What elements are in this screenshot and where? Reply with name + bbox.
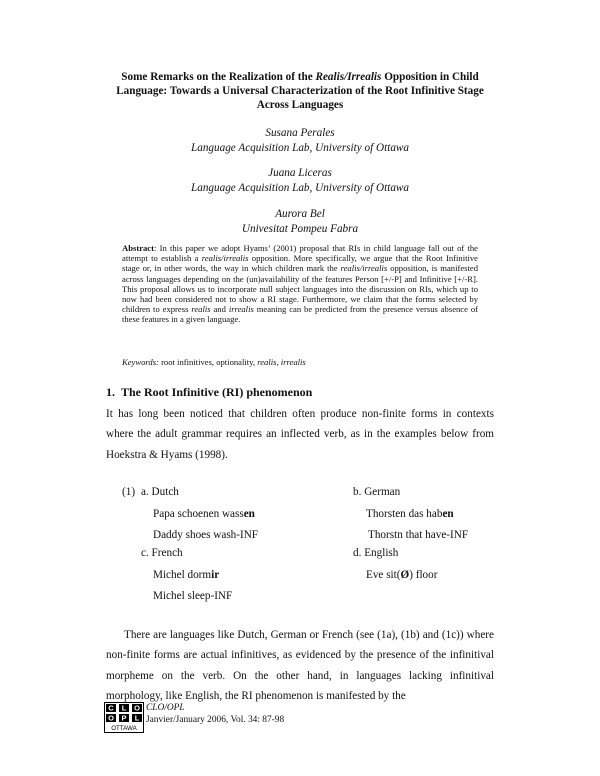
logo-letter: O: [134, 703, 140, 713]
example-number: (1): [122, 486, 136, 498]
example-morpheme: Ø: [400, 569, 410, 581]
abstract-text: and: [210, 304, 229, 315]
abstract-text: opposition, is manifested across languages depending on the (un)availability of the features Person [+/-P] and Infinitive [+/-R]. This proposal allows us to incorporate null subject languages into the discussion on RIs, which up to now had been considered not to show a RI stage. Furthermore, we claim that the forms selected by children to express: [122, 263, 478, 315]
author-block: [150, 166, 450, 196]
example-d-sentence: [366, 569, 437, 581]
example-morpheme: ir: [211, 569, 220, 581]
abstract-emphasis: irrealis: [228, 304, 254, 315]
abstract-emphasis: realis/irrealis: [201, 253, 249, 264]
keywords-separator: ,: [276, 357, 281, 367]
example-text: Thorsten das hab: [366, 508, 443, 520]
keywords-label: Keywords:: [122, 357, 159, 367]
journal-citation: Janvier/January 2006, Vol. 34: 87-98: [146, 715, 285, 725]
logo-letter: P: [121, 713, 127, 723]
logo-letter: C: [108, 703, 114, 713]
example-morpheme: en: [442, 508, 454, 520]
example-b-sentence: [366, 508, 454, 520]
keywords: [122, 357, 478, 367]
example-text: Papa schoenen wass: [153, 508, 244, 520]
keyword-emphasis: irrealis: [280, 357, 306, 367]
example-c-sentence: [153, 569, 219, 581]
author-block: [150, 126, 450, 156]
example-a-label: a. Dutch: [141, 486, 179, 498]
example-a-gloss: Daddy shoes wash-INF: [153, 529, 259, 541]
example-d-label: d. English: [353, 547, 399, 559]
section-heading: [106, 385, 312, 400]
example-c-label: c. French: [141, 547, 183, 559]
example-text: Eve sit(: [366, 569, 401, 581]
journal-name: CLO/OPL: [146, 703, 185, 713]
author-affiliation: Language Acquisition Lab, University of Ottawa: [191, 142, 409, 154]
author-name: Susana Perales: [265, 127, 335, 139]
logo-letter: L: [134, 713, 140, 723]
paragraph: It has long been noticed that children often produce non-finite forms in contexts where the adult grammar requires an inflected verb, as in the examples below from Hoekstra & Hyams (1998).: [106, 408, 494, 461]
title-emphasis: Realis/Irrealis: [315, 71, 382, 83]
author-affiliation: Univesitat Pompeu Fabra: [241, 223, 359, 235]
abstract-text: opposition. More specifically, we argue that the Root Infinitive stage or, in other words, the way in which children mark the: [122, 253, 478, 274]
clo-opl-logo-icon: [104, 702, 144, 733]
logo-letter: O: [108, 713, 114, 723]
author-name: Juana Liceras: [268, 167, 332, 179]
section-title-text: The Root Infinitive (RI) phenomenon: [121, 385, 313, 399]
abstract-text: meaning can be predicted from the presence versus absence of these features in a given language.: [122, 304, 478, 325]
author-name: Aurora Bel: [275, 208, 325, 220]
logo-caption: OTTAWA: [111, 725, 137, 732]
example-a-sentence: [153, 508, 255, 520]
example-c-gloss: Michel sleep-INF: [153, 590, 233, 602]
example-text: ) floor: [409, 569, 438, 581]
author-affiliation: Language Acquisition Lab, University of Ottawa: [191, 182, 409, 194]
keyword-emphasis: realis: [257, 357, 277, 367]
logo-letter: L: [121, 703, 127, 713]
paper-title: [110, 70, 490, 112]
title-part: Some Remarks on the Realization of the: [121, 71, 316, 83]
keywords-text: root infinitives, optionality,: [158, 357, 258, 367]
abstract-emphasis: realis: [191, 304, 211, 315]
example-morpheme: en: [243, 508, 255, 520]
section-number: 1.: [106, 385, 115, 399]
abstract-emphasis: realis/irrealis: [340, 263, 388, 274]
abstract-text: : In this paper we adopt Hyams’ (2001) proposal that RIs in child language fall out of the attempt to establish a: [122, 243, 478, 264]
example-b-gloss: Thorstn that have-INF: [368, 529, 469, 541]
paragraph: There are languages like Dutch, German or French (see (1a), (1b) and (1c)) where non-finite forms are actual infinitives, as evidenced by the presence of the infinitival morpheme on the verb. On the other hand, in languages lacking infinitival morphology, like English, the RI phenomenon is manifested by the: [106, 629, 494, 703]
author-block: [150, 207, 450, 237]
title-part: Opposition in Child Language: Towards a Universal Characterization of the Root Infinitive Stage Across Languages: [116, 71, 484, 111]
abstract: [122, 243, 478, 325]
example-text: Michel dorm: [153, 569, 212, 581]
example-b-label: b. German: [353, 486, 401, 498]
abstract-label: Abstract: [122, 243, 154, 253]
